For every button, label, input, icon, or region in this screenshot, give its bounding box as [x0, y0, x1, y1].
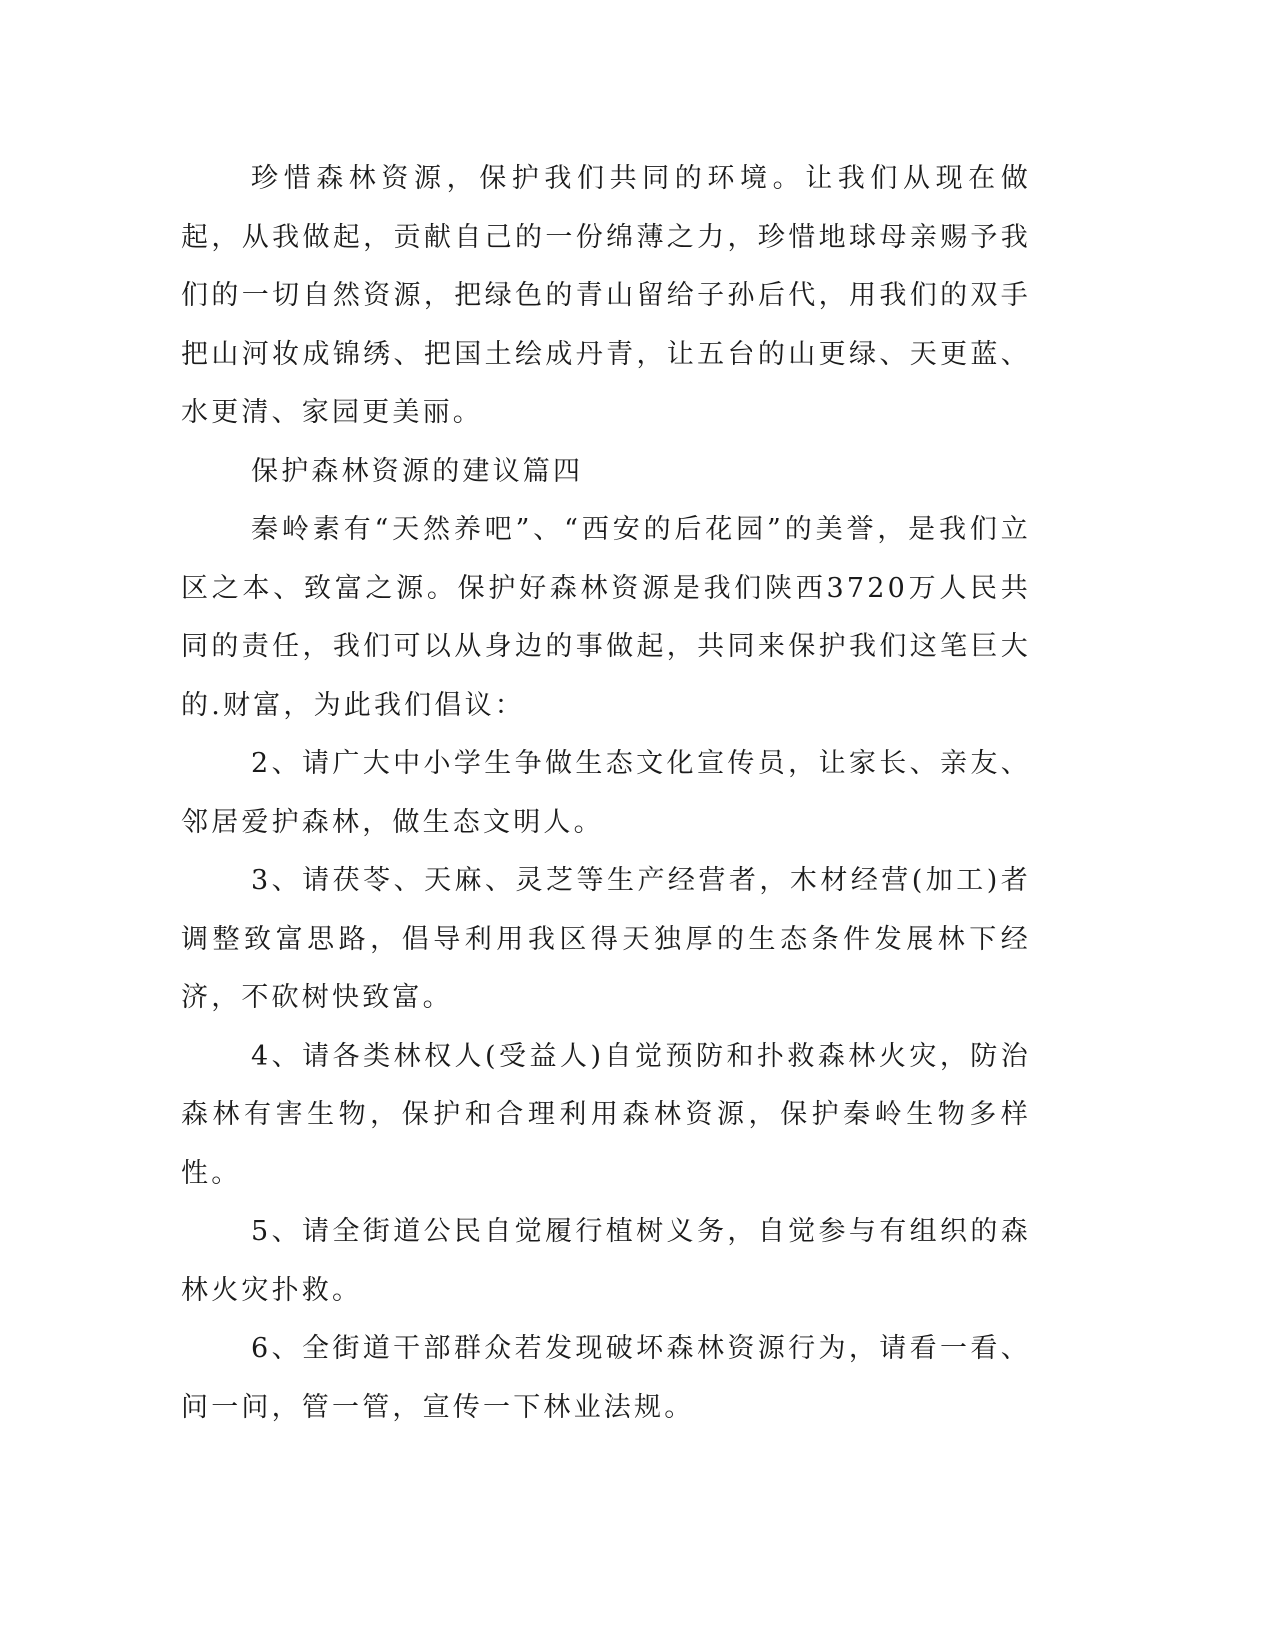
proposal-item-2: 2、请广大中小学生争做生态文化宣传员，让家长、亲友、邻居爱护森林，做生态文明人。 — [181, 748, 1031, 838]
proposal-item-4: 4、请各类林权人(受益人)自觉预防和扑救森林火灾，防治森林有害生物，保护和合理利用森林资源，保护秦岭生物多样性。 — [181, 1040, 1031, 1189]
document-body — [181, 150, 1031, 1437]
proposal-item-6: 6、全街道干部群众若发现破坏森林资源行为，请看一看、问一问，管一管，宣传一下林业法规。 — [181, 1333, 1031, 1423]
paragraph-qinling-intro: 秦岭素有“天然养吧”、“西安的后花园”的美誉，是我们立区之本、致富之源。保护好森林资源是我们陕西3720万人民共同的责任，我们可以从身边的事做起，共同来保护我们这笔巨大的.财富，为此我们倡议： — [181, 514, 1031, 721]
paragraph-protect-environment: 珍惜森林资源，保护我们共同的环境。让我们从现在做起，从我做起，贡献自己的一份绵薄之力，珍惜地球母亲赐予我们的一切自然资源，把绿色的青山留给子孙后代，用我们的双手把山河妆成锦绣、把国土绘成丹青，让五台的山更绿、天更蓝、水更清、家园更美丽。 — [181, 163, 1031, 428]
section-heading: 保护森林资源的建议篇四 — [251, 455, 584, 487]
proposal-item-5: 5、请全街道公民自觉履行植树义务，自觉参与有组织的森林火灾扑救。 — [181, 1216, 1031, 1306]
proposal-item-3: 3、请茯苓、天麻、灵芝等生产经营者，木材经营(加工)者调整致富思路，倡导利用我区得天独厚的生态条件发展林下经济，不砍树快致富。 — [181, 865, 1031, 1013]
